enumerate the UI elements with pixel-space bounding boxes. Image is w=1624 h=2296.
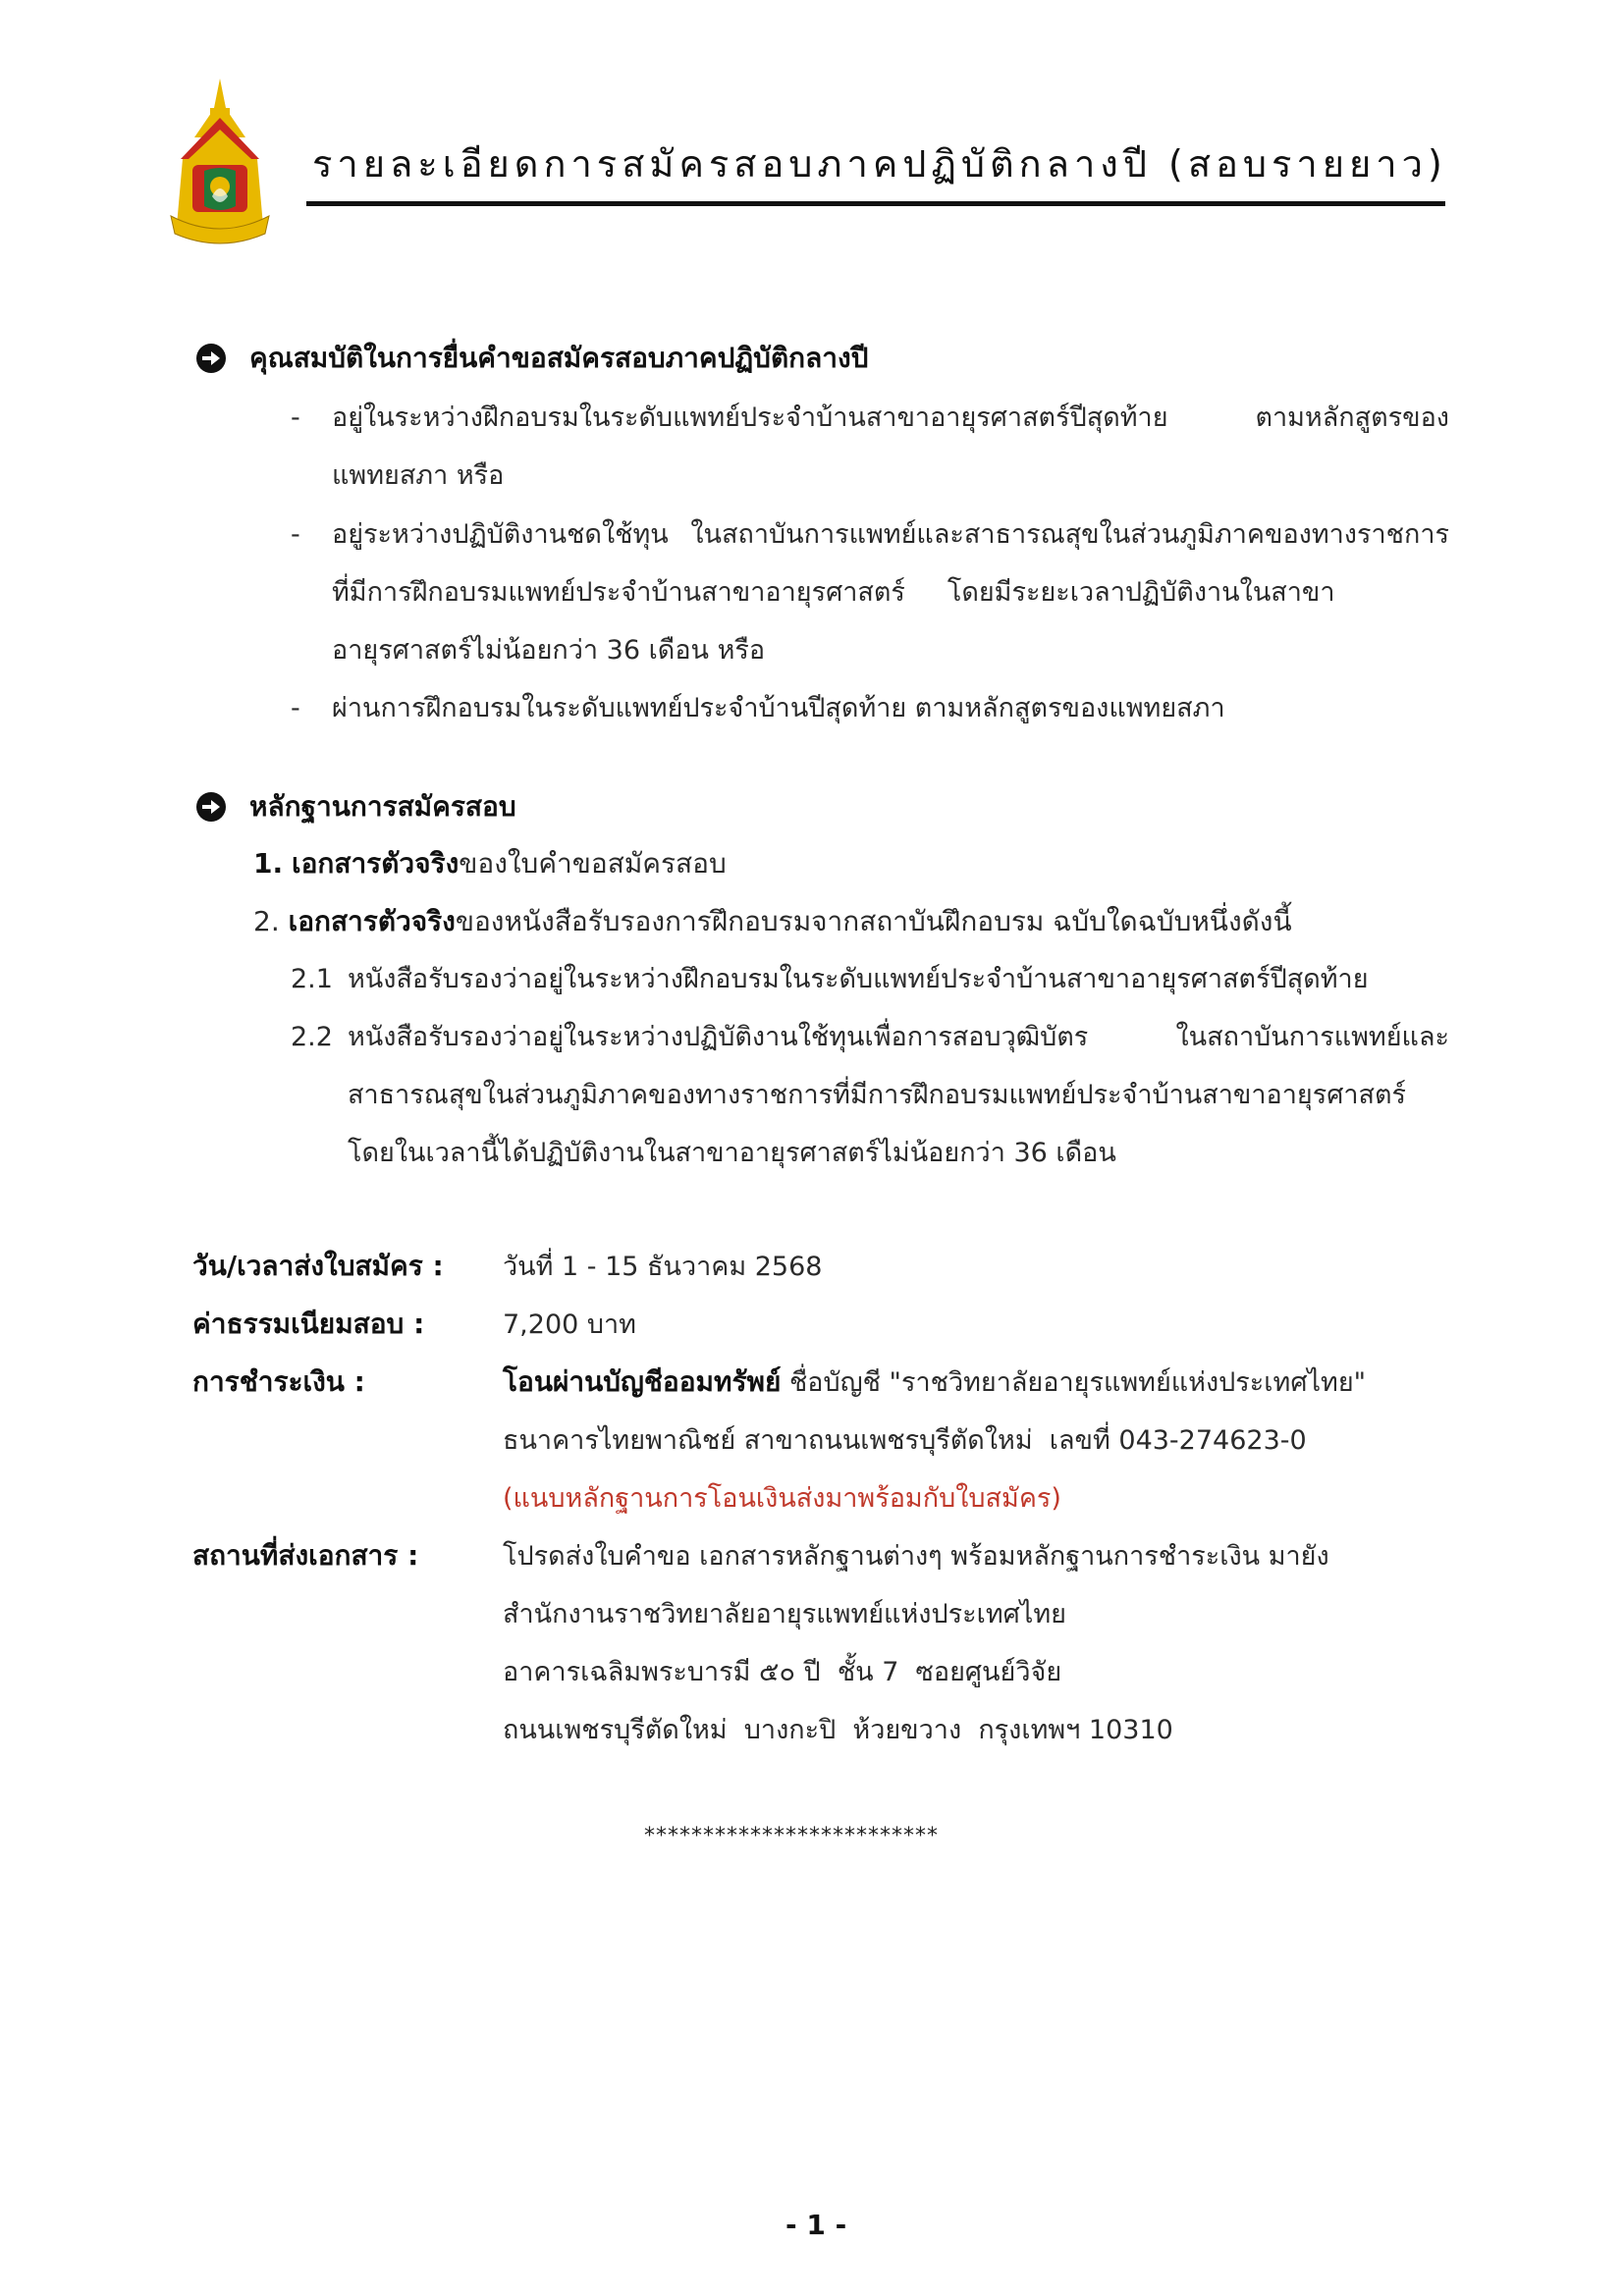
qualifications-heading-text: คุณสมบัติในการยื่นคำขอสมัครสอบภาคปฏิบัติกลางปี [249, 342, 869, 374]
evidence-heading [196, 785, 516, 828]
evidence-item-number: 1. [253, 847, 284, 880]
evidence-item-bold: เอกสารตัวจริง [288, 905, 456, 937]
qualification-item-3 [291, 679, 1449, 737]
qualification-line: ผ่านการฝึกอบรมในระดับแพทย์ประจำบ้านปีสุดท้าย ตามหลักสูตรของแพทยสภา [332, 693, 1225, 723]
payment-method [503, 1361, 1366, 1404]
qualification-line: อายุรศาสตร์ไม่น้อยกว่า 36 เดือน หรือ [332, 635, 766, 666]
evidence-heading-text: หลักฐานการสมัครสอบ [249, 790, 516, 823]
address-line: โปรดส่งใบคำขอ เอกสารหลักฐานต่างๆ พร้อมหลักฐานการชำระเงิน มายัง [503, 1541, 1329, 1572]
qualifications-heading [196, 337, 868, 380]
page-number: - 1 - [785, 2209, 847, 2241]
page-title: รายละเอียดการสมัครสอบภาคปฏิบัติกลางปี (สอบรายยาว) [312, 142, 1447, 186]
payment-note: (แนบหลักฐานการโอนเงินส่งมาพร้อมกับใบสมัคร) [503, 1483, 1061, 1514]
bullet-dash: - [291, 519, 300, 550]
arrow-right-icon [196, 344, 226, 373]
evidence-sub-item-2 [291, 1008, 1449, 1182]
payment-bank: ธนาคารไทยพาณิชย์ สาขาถนนเพชรบุรีตัดใหม่ เลขที่ 043-274623-0 [503, 1425, 1307, 1456]
address-label: สถานที่ส่งเอกสาร : [192, 1539, 419, 1572]
sub-item-number: 2.2 [291, 1022, 333, 1052]
payment-label: การชำระเงิน : [192, 1365, 365, 1398]
bullet-dash: - [291, 693, 300, 723]
evidence-item-number: 2. [253, 905, 280, 937]
address-line: สำนักงานราชวิทยาลัยอายุรแพทย์แห่งประเทศไทย [503, 1599, 1066, 1629]
address-line: ถนนเพชรบุรีตัดใหม่ บางกะปิ ห้วยขวาง กรุงเทพฯ 10310 [503, 1715, 1173, 1745]
evidence-item-text: ของใบคำขอสมัครสอบ [459, 847, 727, 880]
date-label: วัน/เวลาส่งใบสมัคร : [192, 1250, 444, 1282]
college-emblem-icon [165, 79, 275, 245]
evidence-item-1 [253, 834, 727, 892]
sub-item-line: หนังสือรับรองว่าอยู่ในระหว่างฝึกอบรมในระดับแพทย์ประจำบ้านสาขาอายุรศาสตร์ปีสุดท้าย [348, 964, 1369, 994]
qualification-item-2 [291, 506, 1449, 679]
qualification-item-1 [291, 389, 1449, 505]
bullet-dash: - [291, 402, 300, 433]
evidence-sub-item-1 [291, 950, 1449, 1008]
sub-item-number: 2.1 [291, 964, 333, 994]
date-value: วันที่ 1 - 15 ธันวาคม 2568 [503, 1252, 823, 1282]
payment-account-name: ชื่อบัญชี "ราชวิทยาลัยอายุรแพทย์แห่งประเทศไทย" [781, 1367, 1367, 1398]
arrow-right-icon [196, 792, 226, 822]
evidence-item-2 [253, 892, 1292, 950]
address-line: อาคารเฉลิมพระบารมี ๕๐ ปี ชั้น 7 ซอยศูนย์วิจัย [503, 1657, 1062, 1687]
title-underline [306, 201, 1445, 206]
qualification-line: แพทยสภา หรือ [332, 460, 505, 491]
qualification-line: อยู่ในระหว่างฝึกอบรมในระดับแพทย์ประจำบ้านสาขาอายุรศาสตร์ปีสุดท้าย ตามหลักสูตรของ [332, 402, 1449, 433]
fee-label: ค่าธรรมเนียมสอบ : [192, 1308, 425, 1340]
fee-value: 7,200 บาท [503, 1309, 636, 1340]
sub-item-line: โดยในเวลานี้ได้ปฏิบัติงานในสาขาอายุรศาสตร์ไม่น้อยกว่า 36 เดือน [348, 1138, 1116, 1168]
separator-stars: ************************* [644, 1824, 939, 1848]
payment-method-bold: โอนผ่านบัญชีออมทรัพย์ [503, 1365, 782, 1398]
qualification-line: อยู่ระหว่างปฏิบัติงานชดใช้ทุน ในสถาบันการแพทย์และสาธารณสุขในส่วนภูมิภาคของทางราชการ [332, 519, 1449, 550]
sub-item-line: หนังสือรับรองว่าอยู่ในระหว่างปฏิบัติงานใช้ทุนเพื่อการสอบวุฒิบัตร ในสถาบันการแพทย์และ [348, 1022, 1449, 1052]
evidence-item-text: ของหนังสือรับรองการฝึกอบรมจากสถาบันฝึกอบรม ฉบับใดฉบับหนึ่งดังนี้ [455, 905, 1292, 937]
sub-item-line: สาธารณสุขในส่วนภูมิภาคของทางราชการที่มีการฝึกอบรมแพทย์ประจำบ้านสาขาอายุรศาสตร์ [348, 1080, 1407, 1110]
evidence-item-bold: เอกสารตัวจริง [292, 847, 460, 880]
qualification-line: ที่มีการฝึกอบรมแพทย์ประจำบ้านสาขาอายุรศาสตร์ โดยมีระยะเวลาปฏิบัติงานในสาขา [332, 577, 1335, 608]
